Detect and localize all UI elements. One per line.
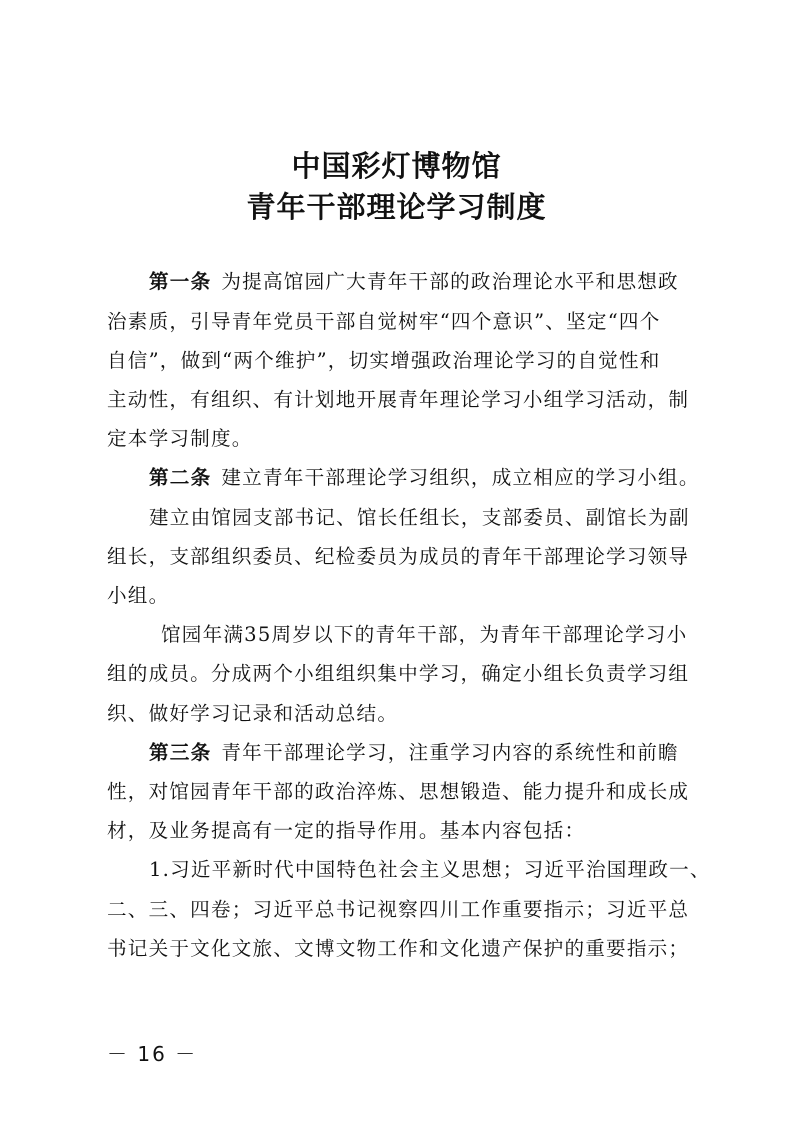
article3-line2: 性，对馆园青年干部的政治淬炼、思想锻造、能力提升和成长成 <box>107 780 690 803</box>
article3-text-1: 青年干部理论学习，注重学习内容的系统性和前瞻 <box>221 741 679 764</box>
article1-text-1: 为提高馆园广大青年干部的政治理论水平和思想政 <box>221 270 679 293</box>
document-title-line2: 青年干部理论学习制度 <box>246 190 547 224</box>
leader-para-line3: 小组。 <box>107 584 170 607</box>
leader-para-line2: 组长，支部组织委员、纪检委员为成员的青年干部理论学习领导 <box>107 545 690 568</box>
members-para-line2: 组的成员。分成两个小组组织集中学习，确定小组长负责学习组 <box>107 662 690 685</box>
page-number: － 16 － <box>107 1042 198 1066</box>
item1-line2: 二、三、四卷；习近平总书记视察四川工作重要指示；习近平总 <box>107 898 690 921</box>
article2-text-1: 建立青年干部理论学习组织，成立相应的学习小组。 <box>221 466 700 489</box>
article2-line1 <box>149 464 709 492</box>
article3-line1 <box>149 739 709 767</box>
document-title-line1: 中国彩灯博物馆 <box>291 149 502 183</box>
members-para-line3: 织、做好学习记录和活动总结。 <box>107 702 399 725</box>
members-para-line1: 馆园年满35周岁以下的青年干部，为青年干部理论学习小 <box>161 623 688 646</box>
article1-line4: 主动性，有组织、有计划地开展青年理论学习小组学习活动，制 <box>107 388 690 411</box>
article1-label: 第一条 <box>149 270 212 293</box>
article3-label: 第三条 <box>149 741 212 764</box>
article2-label: 第二条 <box>149 466 212 489</box>
article1-line5: 定本学习制度。 <box>107 427 253 450</box>
item1-line1: 1.习近平新时代中国特色社会主义思想；习近平治国理政一、 <box>149 858 711 881</box>
article3-line3: 材，及业务提高有一定的指导作用。基本内容包括： <box>107 819 586 842</box>
article1-line2: 治素质，引导青年党员干部自觉树牢“四个意识”、坚定“四个 <box>107 310 661 333</box>
item1-line3: 书记关于文化文旅、文博文物工作和文化遗产保护的重要指示； <box>107 937 690 960</box>
article1-line1 <box>149 268 709 296</box>
leader-para-line1: 建立由馆园支部书记、馆长任组长，支部委员、副馆长为副 <box>149 506 690 529</box>
article1-line3: 自信”，做到“两个维护”，切实增强政治理论学习的自觉性和 <box>107 349 661 372</box>
